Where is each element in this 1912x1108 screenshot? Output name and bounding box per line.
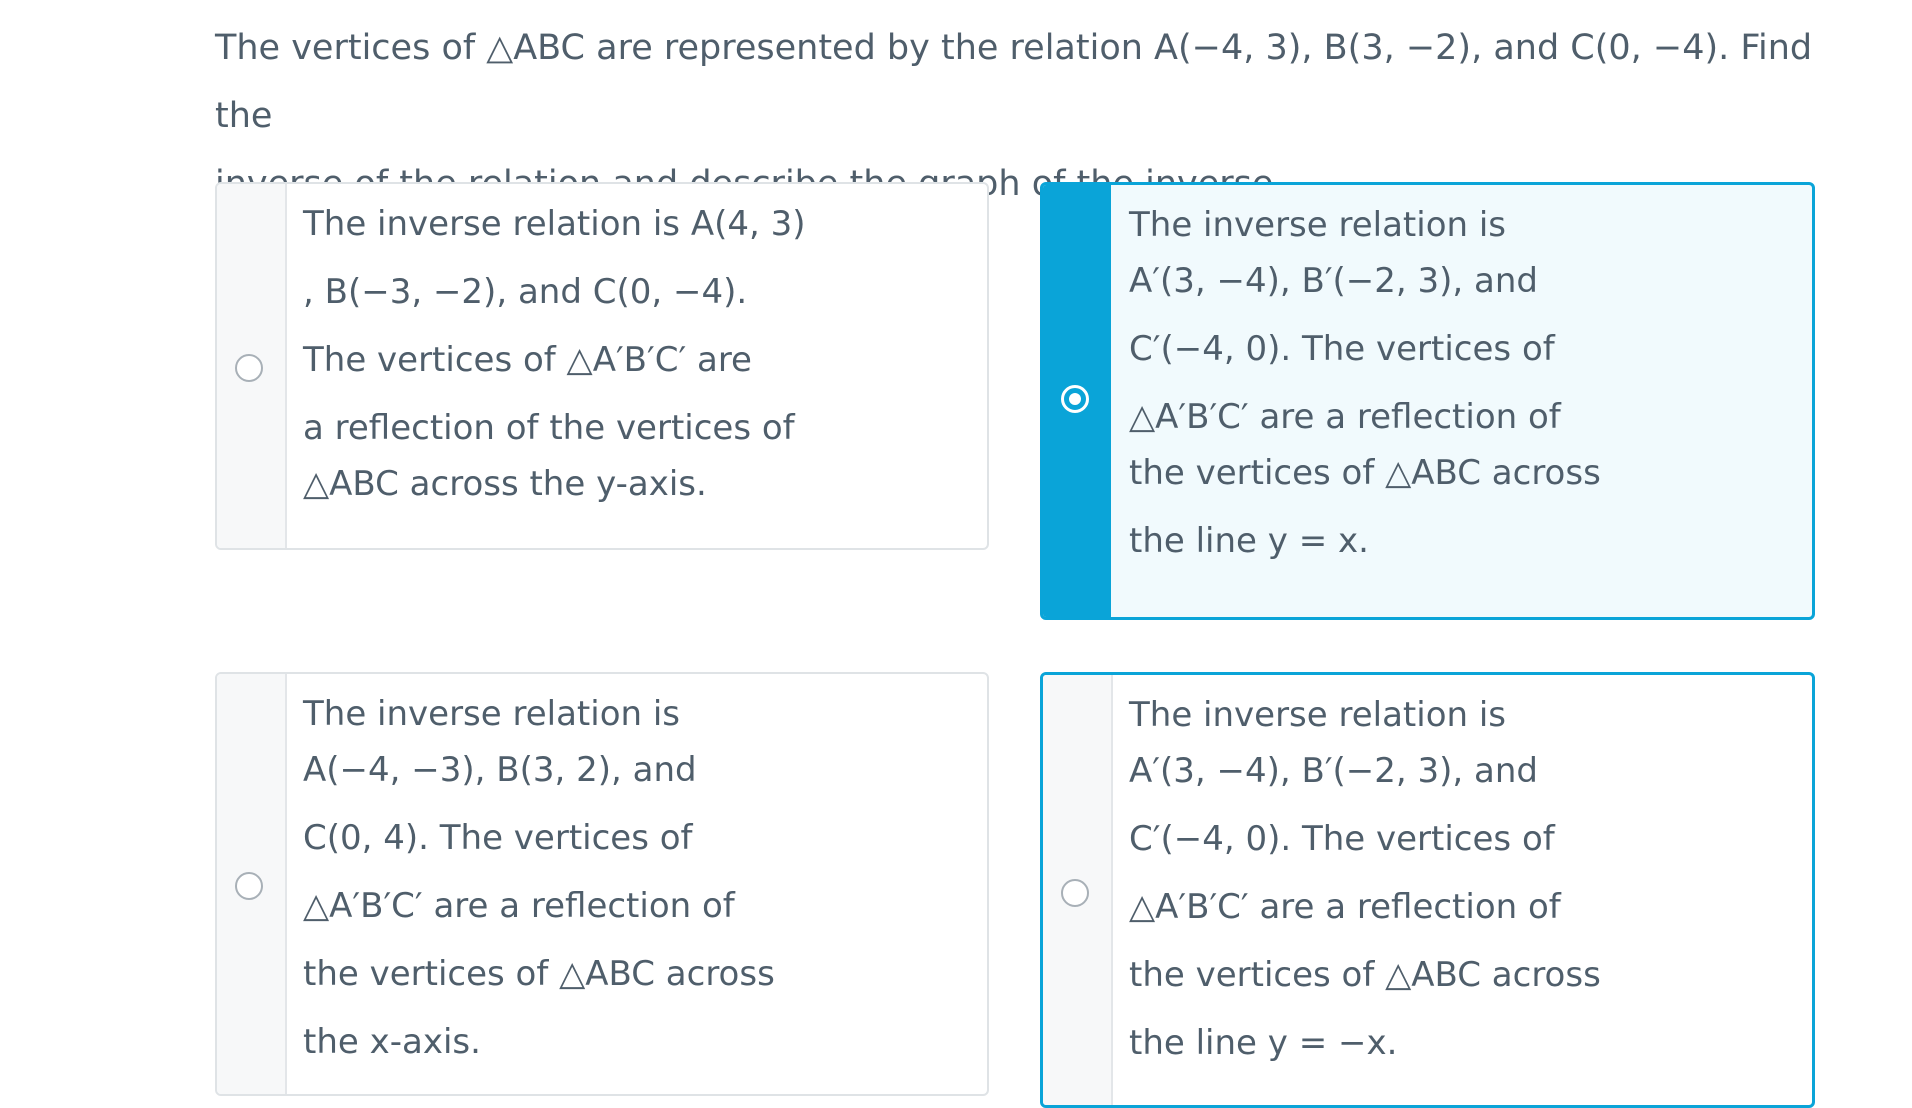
answer-choice-a[interactable] [215, 182, 989, 550]
choice-c-text: The inverse relation is A(−4, −3), B(3, 2), and C(0, 4). The vertices of △A′B′C′ are a reflection of the vertices of △ABC across the x-axis. [303, 694, 775, 1062]
radio-button-b-selected[interactable] [1061, 385, 1089, 413]
choice-b-text: The inverse relation is A′(3, −4), B′(−2, 3), and C′(−4, 0). The vertices of △A′B′C′ are a reflection of the vertices of △ABC across the line y = x. [1129, 205, 1601, 561]
choice-a-text: The inverse relation is A(4, 3) , B(−3, −2), and C(0, −4). The vertices of △A′B′C′ are a reflection of the vertices of △ABC across the y-axis. [303, 204, 806, 504]
radio-button-d[interactable] [1061, 879, 1089, 907]
choice-d-text: The inverse relation is A′(3, −4), B′(−2, 3), and C′(−4, 0). The vertices of △A′B′C′ are a reflection of the vertices of △ABC across the line y = −x. [1129, 695, 1601, 1063]
answer-choice-b[interactable] [1040, 182, 1815, 620]
answer-choice-c[interactable] [215, 672, 989, 1096]
question-line-1: The vertices of △ABC are represented by the relation A(−4, 3), B(3, −2), and C(0, −4). Find the [215, 28, 1813, 136]
radio-button-c[interactable] [235, 872, 263, 900]
radio-button-a[interactable] [235, 354, 263, 382]
answer-choice-d[interactable] [1040, 672, 1815, 1108]
